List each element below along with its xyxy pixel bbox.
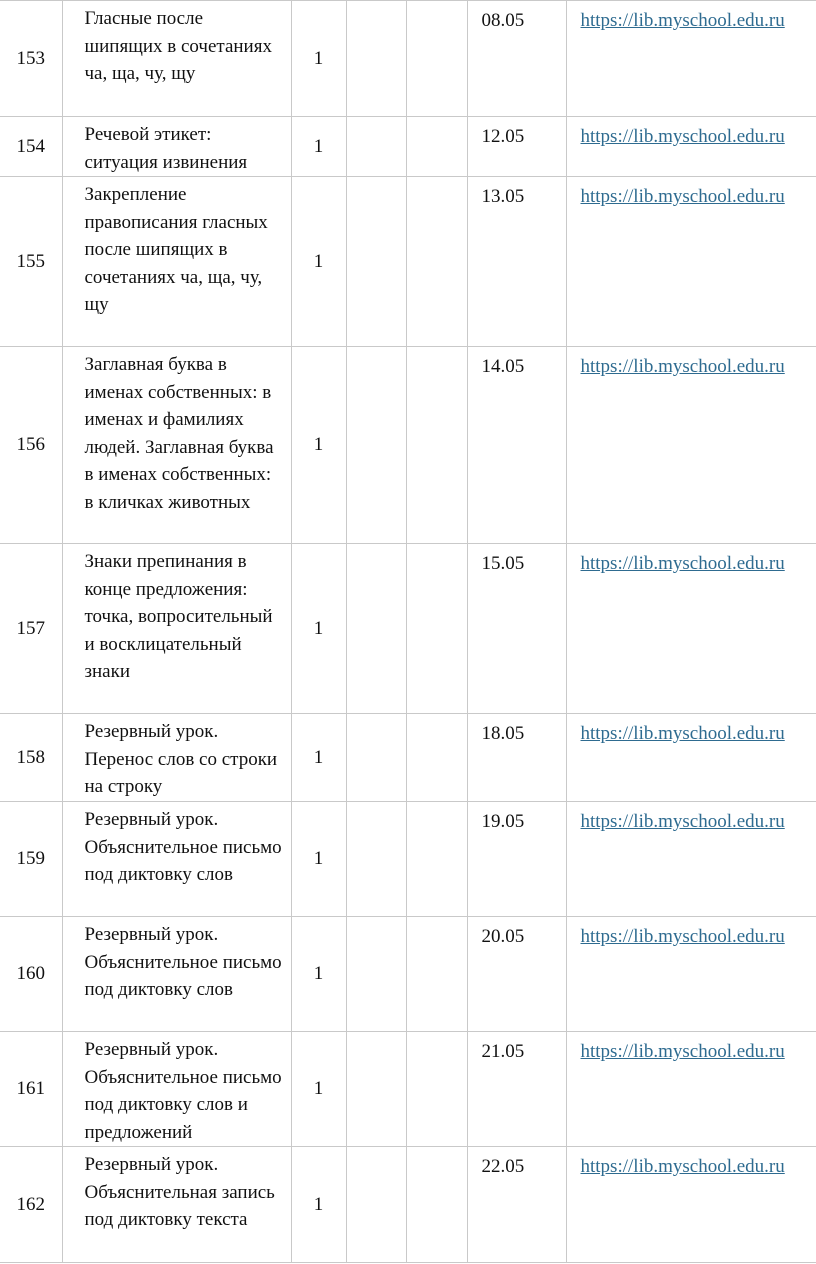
lesson-number: 160 (0, 917, 62, 1032)
empty-cell (346, 917, 406, 1032)
empty-cell (346, 802, 406, 917)
lesson-number: 161 (0, 1032, 62, 1147)
resource-link[interactable]: https://lib.myschool.edu.ru (580, 126, 785, 147)
lesson-number: 155 (0, 177, 62, 347)
lesson-hours: 1 (291, 802, 346, 917)
lesson-date: 08.05 (467, 1, 566, 117)
lesson-topic: Резервный урок. Объяснительная запись под диктовку текста (62, 1147, 291, 1263)
resource-link[interactable]: https://lib.myschool.edu.ru (580, 1041, 785, 1062)
table-row (0, 347, 816, 544)
empty-cell (406, 117, 467, 177)
resource-link[interactable]: https://lib.myschool.edu.ru (580, 723, 785, 744)
lesson-topic: Резервный урок. Объяснительное письмо под диктовку слов и предложений (62, 1032, 291, 1147)
empty-cell (346, 117, 406, 177)
lesson-topic: Заглавная буква в именах собственных: в именах и фамилиях людей. Заглавная буква в именах собственных: в кличках животных (62, 347, 291, 544)
lesson-hours: 1 (291, 1147, 346, 1263)
lesson-date: 18.05 (467, 714, 566, 802)
lesson-number: 154 (0, 117, 62, 177)
lesson-date: 19.05 (467, 802, 566, 917)
table-row (0, 917, 816, 1032)
lesson-number: 158 (0, 714, 62, 802)
resource-link[interactable]: https://lib.myschool.edu.ru (580, 186, 785, 207)
table-row (0, 1, 816, 117)
lesson-topic: Речевой этикет: ситуация извинения (62, 117, 291, 177)
empty-cell (346, 544, 406, 714)
empty-cell (406, 177, 467, 347)
resource-link[interactable]: https://lib.myschool.edu.ru (580, 553, 785, 574)
lesson-hours: 1 (291, 1032, 346, 1147)
table-row (0, 117, 816, 177)
lesson-number: 159 (0, 802, 62, 917)
empty-cell (346, 347, 406, 544)
empty-cell (406, 1, 467, 117)
lesson-date: 21.05 (467, 1032, 566, 1147)
lesson-hours: 1 (291, 1, 346, 117)
lesson-date: 20.05 (467, 917, 566, 1032)
empty-cell (406, 714, 467, 802)
lesson-date: 13.05 (467, 177, 566, 347)
empty-cell (406, 802, 467, 917)
lesson-number: 157 (0, 544, 62, 714)
lesson-hours: 1 (291, 347, 346, 544)
table-row (0, 802, 816, 917)
lesson-topic: Резервный урок. Объяснительное письмо под диктовку слов (62, 917, 291, 1032)
lesson-topic: Гласные после шипящих в сочетаниях ча, ща, чу, щу (62, 1, 291, 117)
empty-cell (406, 917, 467, 1032)
lesson-hours: 1 (291, 714, 346, 802)
empty-cell (406, 1032, 467, 1147)
lesson-number: 153 (0, 1, 62, 117)
empty-cell (346, 714, 406, 802)
resource-link[interactable]: https://lib.myschool.edu.ru (580, 1156, 785, 1177)
empty-cell (346, 1032, 406, 1147)
lesson-topic: Резервный урок. Объяснительное письмо под диктовку слов (62, 802, 291, 917)
lesson-hours: 1 (291, 544, 346, 714)
empty-cell (406, 347, 467, 544)
table-row (0, 177, 816, 347)
lesson-date: 22.05 (467, 1147, 566, 1263)
table-row (0, 1032, 816, 1147)
empty-cell (406, 544, 467, 714)
lesson-number: 162 (0, 1147, 62, 1263)
resource-link[interactable]: https://lib.myschool.edu.ru (580, 10, 785, 31)
lesson-hours: 1 (291, 117, 346, 177)
resource-link[interactable]: https://lib.myschool.edu.ru (580, 811, 785, 832)
lesson-date: 14.05 (467, 347, 566, 544)
lesson-number: 156 (0, 347, 62, 544)
resource-link[interactable]: https://lib.myschool.edu.ru (580, 926, 785, 947)
table-row (0, 544, 816, 714)
lesson-topic: Закрепление правописания гласных после шипящих в сочетаниях ча, ща, чу, щу (62, 177, 291, 347)
lesson-topic: Резервный урок. Перенос слов со строки на строку (62, 714, 291, 802)
empty-cell (346, 1, 406, 117)
resource-link[interactable]: https://lib.myschool.edu.ru (580, 356, 785, 377)
empty-cell (346, 1147, 406, 1263)
table-row (0, 1147, 816, 1263)
empty-cell (406, 1147, 467, 1263)
lesson-hours: 1 (291, 917, 346, 1032)
lesson-hours: 1 (291, 177, 346, 347)
empty-cell (346, 177, 406, 347)
lesson-date: 12.05 (467, 117, 566, 177)
lesson-date: 15.05 (467, 544, 566, 714)
table-row (0, 714, 816, 802)
lesson-topic: Знаки препинания в конце предложения: точка, вопросительный и восклицательный знаки (62, 544, 291, 714)
